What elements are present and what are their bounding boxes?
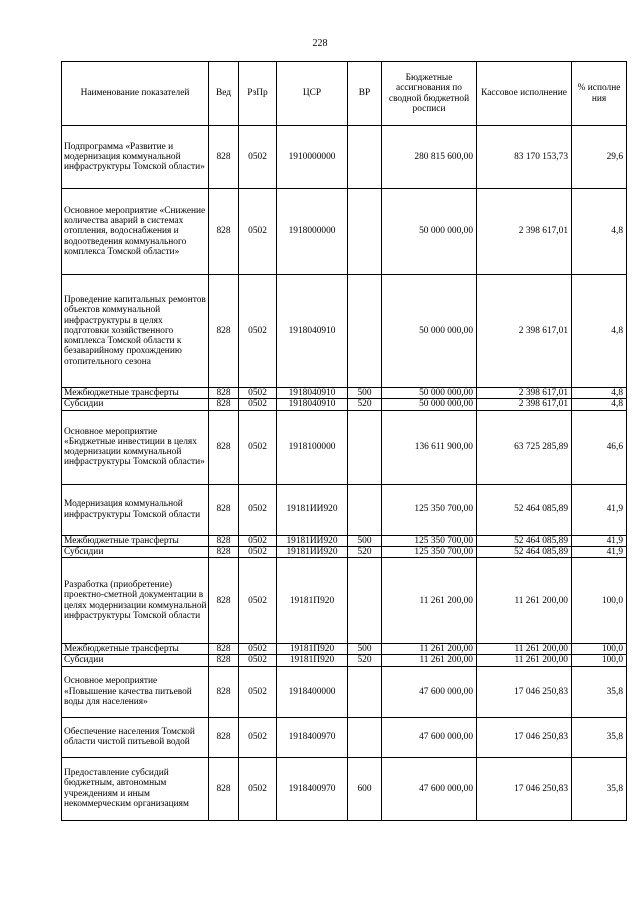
cell-ved: 828 [209, 535, 239, 546]
cell-rzpr: 0502 [239, 126, 277, 189]
cell-ved: 828 [209, 484, 239, 535]
cell-pct: 4,8 [572, 189, 627, 275]
cell-vr: 520 [348, 655, 382, 666]
cell-ved: 828 [209, 388, 239, 399]
cell-plan: 11 261 200,00 [382, 558, 477, 644]
cell-kass: 83 170 153,73 [477, 126, 572, 189]
cell-rzpr: 0502 [239, 655, 277, 666]
cell-vr [348, 484, 382, 535]
cell-pct: 4,8 [572, 388, 627, 399]
cell-kass: 2 398 617,01 [477, 275, 572, 388]
cell-csr: 19181П920 [277, 644, 348, 655]
table-row [62, 399, 627, 410]
cell-pct: 29,6 [572, 126, 627, 189]
cell-name: Основное мероприятие «Повышение качества питьевой воды для населения» [62, 666, 209, 717]
header-csr: ЦСР [277, 62, 348, 126]
cell-ved: 828 [209, 655, 239, 666]
cell-kass: 2 398 617,01 [477, 189, 572, 275]
cell-plan: 50 000 000,00 [382, 275, 477, 388]
cell-rzpr: 0502 [239, 644, 277, 655]
header-kass: Кассовое исполнение [477, 62, 572, 126]
cell-csr: 19181П920 [277, 558, 348, 644]
cell-pct: 41,9 [572, 484, 627, 535]
cell-csr: 19181ИИ920 [277, 546, 348, 557]
cell-pct: 4,8 [572, 275, 627, 388]
table-row [62, 275, 627, 388]
cell-kass: 17 046 250,83 [477, 666, 572, 717]
table-row [62, 558, 627, 644]
cell-vr [348, 275, 382, 388]
cell-kass: 17 046 250,83 [477, 717, 572, 757]
cell-name: Межбюджетные трансферты [62, 535, 209, 546]
header-name: Наименование показателей [62, 62, 209, 126]
cell-kass: 63 725 285,89 [477, 410, 572, 484]
cell-pct: 100,0 [572, 655, 627, 666]
header-rzpr: РзПр [239, 62, 277, 126]
cell-kass: 17 046 250,83 [477, 757, 572, 820]
cell-plan: 47 600 000,00 [382, 666, 477, 717]
table-row [62, 717, 627, 757]
cell-vr [348, 666, 382, 717]
cell-name: Проведение капитальных ремонтов объектов коммунальной инфраструктуры в целях подготовки хозяйственного комплекса Томской области к безаварийному прохождению отопительного сезона [62, 275, 209, 388]
cell-ved: 828 [209, 410, 239, 484]
table-row [62, 655, 627, 666]
cell-kass: 11 261 200,00 [477, 558, 572, 644]
cell-csr: 1918400970 [277, 757, 348, 820]
cell-ved: 828 [209, 558, 239, 644]
table-row [62, 666, 627, 717]
cell-rzpr: 0502 [239, 717, 277, 757]
cell-kass: 11 261 200,00 [477, 644, 572, 655]
page-number: 228 [312, 38, 328, 49]
cell-plan: 50 000 000,00 [382, 399, 477, 410]
header-plan: Бюджетные ассигнования по сводной бюджетной росписи [382, 62, 477, 126]
cell-ved: 828 [209, 644, 239, 655]
cell-ved: 828 [209, 126, 239, 189]
cell-csr: 1918040910 [277, 399, 348, 410]
cell-pct: 4,8 [572, 399, 627, 410]
table-row [62, 546, 627, 557]
table-row [62, 388, 627, 399]
cell-vr [348, 558, 382, 644]
cell-name: Обеспечение населения Томской области чистой питьевой водой [62, 717, 209, 757]
cell-ved: 828 [209, 717, 239, 757]
cell-rzpr: 0502 [239, 546, 277, 557]
header-ved: Вед [209, 62, 239, 126]
cell-name: Межбюджетные трансферты [62, 388, 209, 399]
table-row [62, 484, 627, 535]
cell-pct: 35,8 [572, 757, 627, 820]
cell-rzpr: 0502 [239, 757, 277, 820]
cell-plan: 47 600 000,00 [382, 757, 477, 820]
cell-vr: 520 [348, 399, 382, 410]
cell-name: Подпрограмма «Развитие и модернизация коммунальной инфраструктуры Томской области» [62, 126, 209, 189]
cell-ved: 828 [209, 757, 239, 820]
cell-pct: 41,9 [572, 535, 627, 546]
cell-vr: 520 [348, 546, 382, 557]
cell-csr: 1918000000 [277, 189, 348, 275]
cell-csr: 1918040910 [277, 275, 348, 388]
cell-plan: 280 815 600,00 [382, 126, 477, 189]
cell-csr: 1910000000 [277, 126, 348, 189]
table-header-row [62, 62, 627, 126]
table-row [62, 410, 627, 484]
cell-ved: 828 [209, 399, 239, 410]
table-row [62, 644, 627, 655]
cell-name: Субсидии [62, 546, 209, 557]
cell-kass: 52 464 085,89 [477, 546, 572, 557]
cell-kass: 52 464 085,89 [477, 535, 572, 546]
cell-plan: 50 000 000,00 [382, 388, 477, 399]
cell-vr: 500 [348, 644, 382, 655]
cell-name: Модернизация коммунальной инфраструктуры Томской области [62, 484, 209, 535]
table-row [62, 535, 627, 546]
cell-name: Субсидии [62, 399, 209, 410]
cell-pct: 35,8 [572, 717, 627, 757]
cell-vr [348, 410, 382, 484]
cell-rzpr: 0502 [239, 275, 277, 388]
cell-rzpr: 0502 [239, 189, 277, 275]
cell-rzpr: 0502 [239, 388, 277, 399]
cell-vr [348, 717, 382, 757]
cell-plan: 125 350 700,00 [382, 484, 477, 535]
cell-kass: 11 261 200,00 [477, 655, 572, 666]
cell-ved: 828 [209, 546, 239, 557]
cell-plan: 50 000 000,00 [382, 189, 477, 275]
cell-name: Межбюджетные трансферты [62, 644, 209, 655]
cell-ved: 828 [209, 189, 239, 275]
cell-plan: 47 600 000,00 [382, 717, 477, 757]
cell-pct: 100,0 [572, 644, 627, 655]
cell-pct: 46,6 [572, 410, 627, 484]
cell-plan: 11 261 200,00 [382, 655, 477, 666]
cell-pct: 100,0 [572, 558, 627, 644]
table-row [62, 126, 627, 189]
cell-rzpr: 0502 [239, 410, 277, 484]
header-pct: % исполне ния [572, 62, 627, 126]
cell-plan: 125 350 700,00 [382, 546, 477, 557]
table-row [62, 757, 627, 820]
cell-pct: 41,9 [572, 546, 627, 557]
cell-vr: 500 [348, 388, 382, 399]
cell-csr: 1918100000 [277, 410, 348, 484]
cell-rzpr: 0502 [239, 484, 277, 535]
cell-name: Субсидии [62, 655, 209, 666]
cell-vr: 600 [348, 757, 382, 820]
cell-csr: 19181ИИ920 [277, 535, 348, 546]
cell-rzpr: 0502 [239, 666, 277, 717]
cell-rzpr: 0502 [239, 558, 277, 644]
cell-ved: 828 [209, 666, 239, 717]
cell-csr: 1918400970 [277, 717, 348, 757]
cell-name: Предоставление субсидий бюджетным, автономным учреждениям и иным некоммерческим организациям [62, 757, 209, 820]
cell-pct: 35,8 [572, 666, 627, 717]
cell-plan: 125 350 700,00 [382, 535, 477, 546]
cell-plan: 136 611 900,00 [382, 410, 477, 484]
cell-kass: 2 398 617,01 [477, 399, 572, 410]
table-row [62, 189, 627, 275]
cell-vr: 500 [348, 535, 382, 546]
cell-csr: 19181П920 [277, 655, 348, 666]
cell-vr [348, 189, 382, 275]
budget-execution-table [61, 61, 627, 821]
cell-plan: 11 261 200,00 [382, 644, 477, 655]
cell-name: Основное мероприятие «Бюджетные инвестиции в целях модернизации коммунальной инфраструктуры Томской области» [62, 410, 209, 484]
cell-csr: 1918400000 [277, 666, 348, 717]
cell-csr: 1918040910 [277, 388, 348, 399]
cell-csr: 19181ИИ920 [277, 484, 348, 535]
cell-rzpr: 0502 [239, 399, 277, 410]
header-vr: ВР [348, 62, 382, 126]
cell-rzpr: 0502 [239, 535, 277, 546]
cell-name: Разработка (приобретение) проектно-сметной документации в целях модернизации коммунальной инфраструктуры Томской области [62, 558, 209, 644]
cell-kass: 2 398 617,01 [477, 388, 572, 399]
cell-ved: 828 [209, 275, 239, 388]
cell-name: Основное мероприятие «Снижение количества аварий в системах отопления, водоснабжения и водоотведения коммунального комплекса Томской области» [62, 189, 209, 275]
cell-vr [348, 126, 382, 189]
cell-kass: 52 464 085,89 [477, 484, 572, 535]
